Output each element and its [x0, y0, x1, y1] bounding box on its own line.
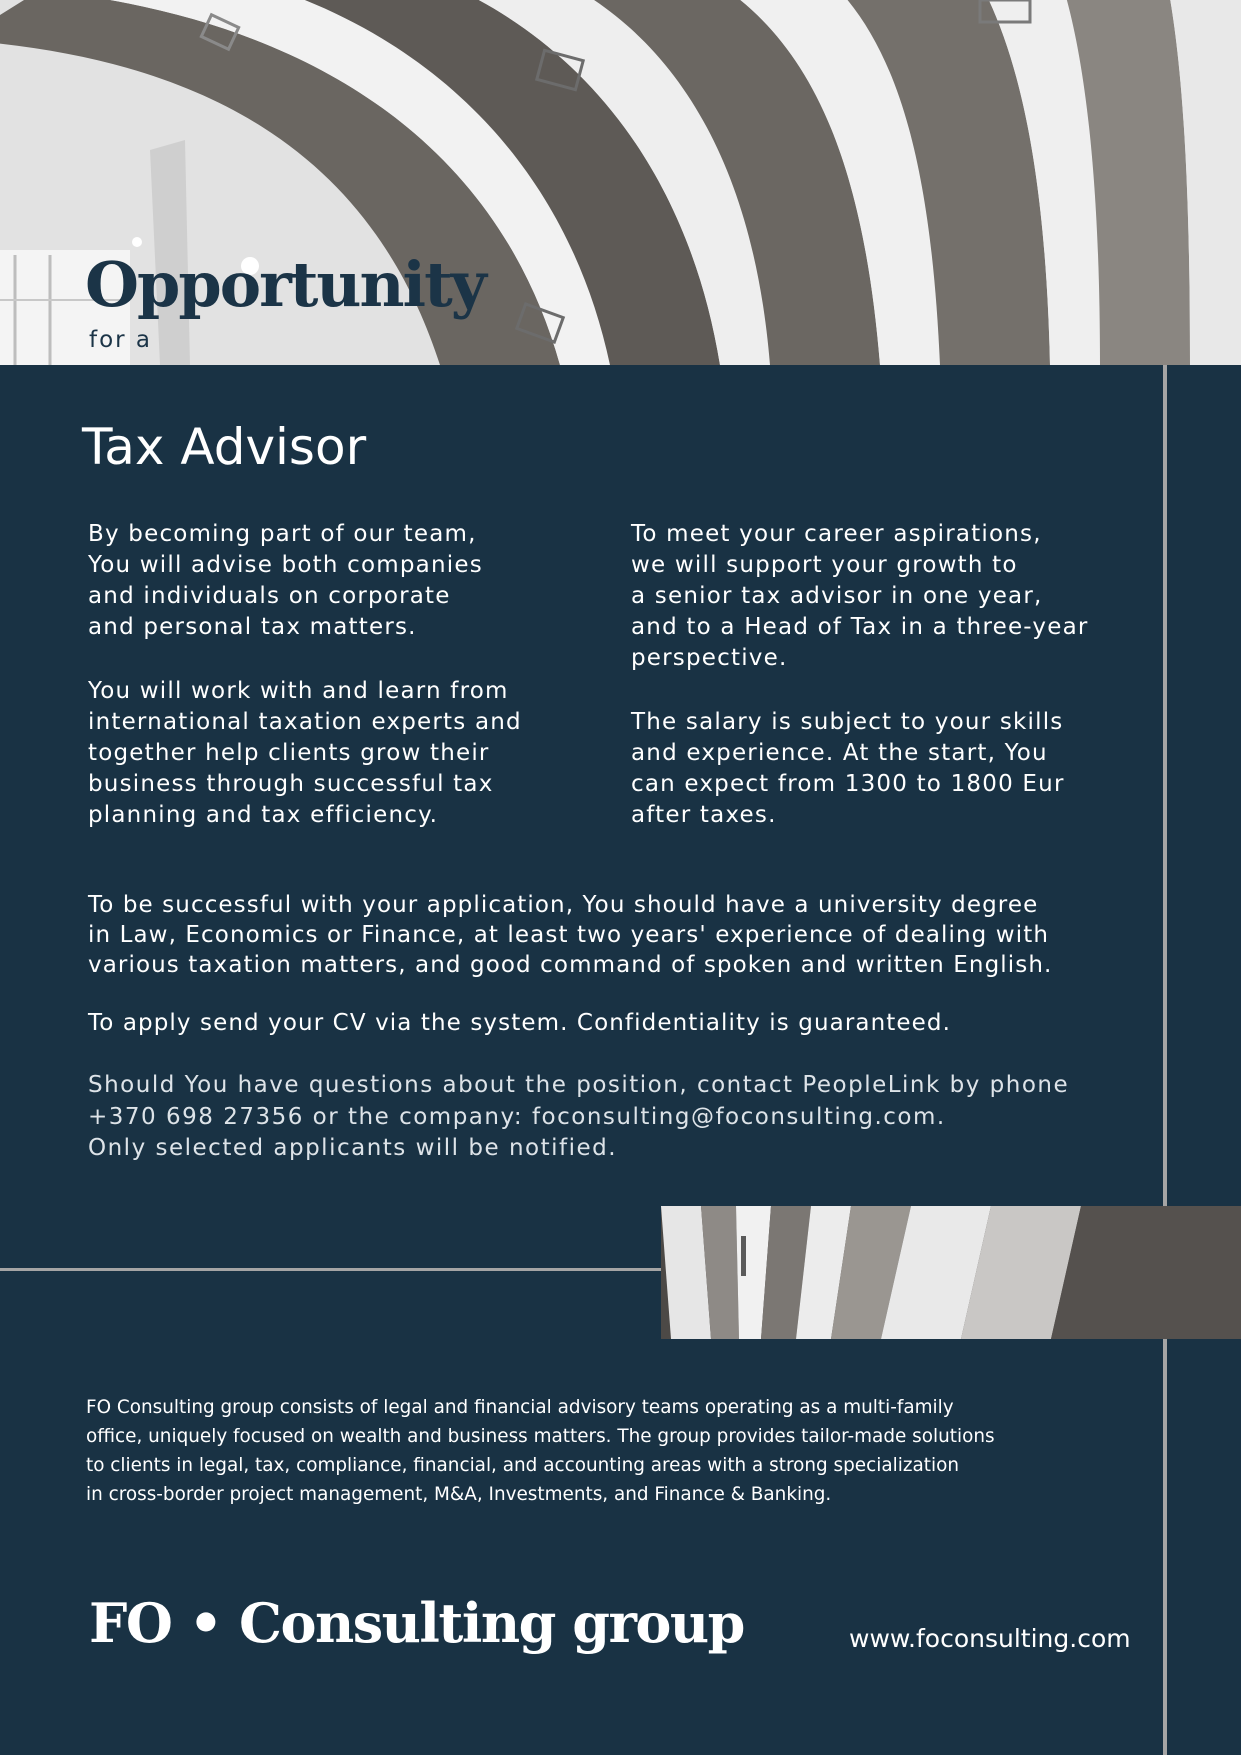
right-paragraph-1: To meet your career aspirations, we will support your growth to a senior tax advisor in one year, and to a Head of Tax in a three-year perspective. [631, 521, 1089, 671]
company-description: FO Consulting group consists of legal and financial advisory teams operating as a multi-family office, uniquely focused on wealth and business matters. The group provides tailor-made solutions to clients in legal, tax, compliance, financial, and accounting areas with a strong specialization in cross-border project management, M&A, Investments, and Finance & Banking. [86, 1397, 995, 1505]
hero-photo [0, 0, 1241, 365]
right-paragraph-2: The salary is subject to your skills and experience. At the start, You can expect from 1300 to 1800 Eur after taxes. [631, 709, 1065, 828]
job-title: Tax Advisor [82, 418, 367, 476]
inset-photo [661, 1206, 1241, 1339]
vertical-divider [1163, 365, 1167, 1755]
apply-paragraph: To apply send your CV via the system. Confidentiality is guaranteed. [88, 1010, 951, 1036]
website-link[interactable]: www.foconsulting.com [849, 1624, 1131, 1653]
hero-title: Opportunity [85, 248, 485, 321]
left-paragraph-2: You will work with and learn from international taxation experts and together help clients grow their business through successful tax planning and tax efficiency. [88, 678, 522, 828]
left-paragraph-1: By becoming part of our team, You will advise both companies and individuals on corporate and personal tax matters. [88, 521, 483, 640]
hero-subtitle: for a [89, 327, 153, 353]
contact-paragraph: Should You have questions about the position, contact PeopleLink by phone +370 698 27356 or the company: foconsulting@foconsulting.com. Only selected applicants will be notified. [88, 1072, 1070, 1161]
horizontal-divider [0, 1268, 661, 1271]
company-brand-logo: FO • Consulting group [89, 1591, 744, 1655]
requirements-paragraph: To be successful with your application, You should have a university degree in Law, Economics or Finance, at least two years' experience of dealing with various taxation matters, and good command of spoken and written English. [88, 892, 1053, 978]
arches-detail-image [661, 1206, 1241, 1339]
